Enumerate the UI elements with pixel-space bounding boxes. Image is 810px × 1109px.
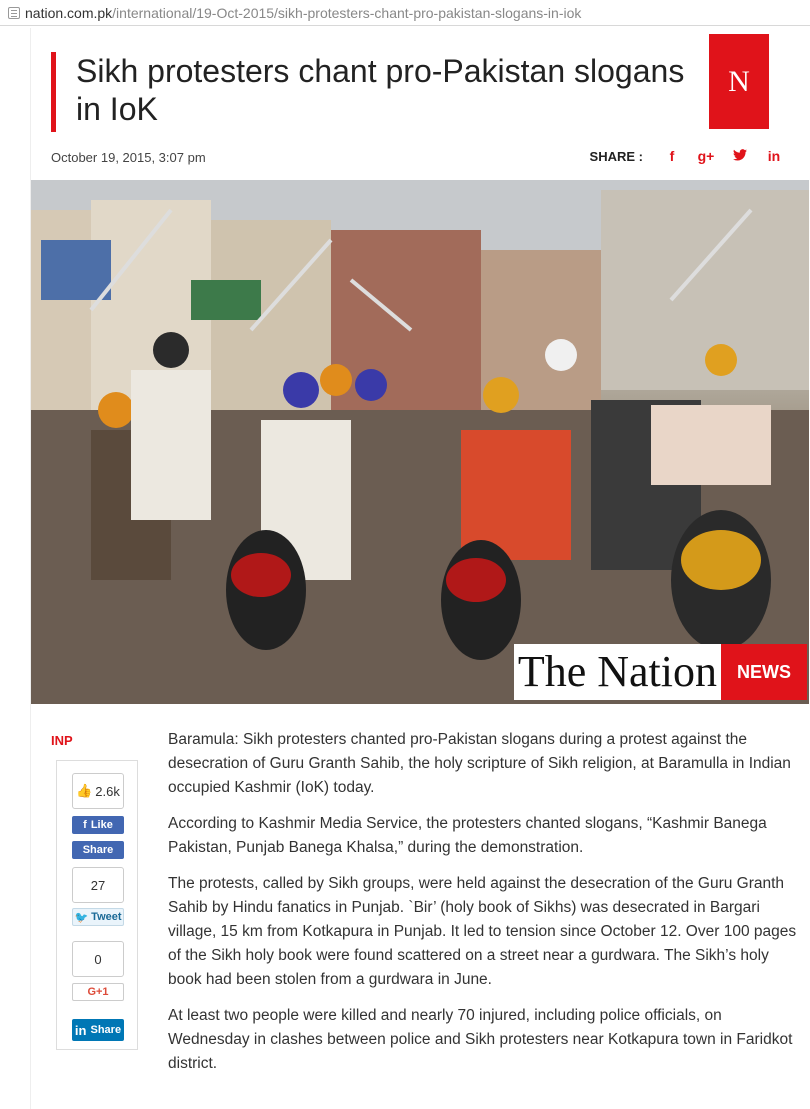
like-label: Like bbox=[90, 819, 113, 831]
address-bar[interactable] bbox=[0, 0, 810, 26]
linkedin-icon[interactable]: in bbox=[767, 148, 781, 164]
facebook-like-button[interactable] bbox=[72, 816, 124, 834]
twitter-icon[interactable] bbox=[723, 148, 757, 164]
twitter-bird-icon: 🐦 bbox=[74, 911, 89, 924]
article-body bbox=[168, 728, 798, 1088]
article-paragraph: At least two people were killed and nearly 70 injured, including police officials, on Wednesday in clashes between police and Sikh protesters near Kotkapura town in Faridkot district. bbox=[168, 1007, 793, 1072]
headline-block bbox=[51, 52, 711, 132]
gplus-count: 0 bbox=[72, 941, 124, 977]
facebook-icon: f bbox=[83, 819, 87, 831]
nation-logo-letter: N bbox=[728, 64, 750, 98]
article-source: INP bbox=[51, 733, 73, 748]
share-label: SHARE : bbox=[589, 148, 643, 164]
share-bar bbox=[590, 148, 791, 164]
article-paragraph: Baramula: Sikh protesters chanted pro-Pakistan slogans during a protest against the desecration of Guru Granth Sahib, the holy scripture of Sikh religion, at Baramulla in Indian occupied Kashmir (IoK) today. bbox=[168, 731, 791, 796]
url-path: /international/19-Oct-2015/sikh-protesters-chant-pro-pakistan-slogans-in-iok bbox=[112, 4, 582, 21]
tweet-label: Tweet bbox=[91, 911, 122, 923]
page-icon bbox=[8, 7, 20, 19]
url-text[interactable] bbox=[25, 5, 581, 21]
tweet-count: 27 bbox=[72, 867, 124, 903]
image-watermark bbox=[514, 644, 807, 700]
article-paragraph: According to Kashmir Media Service, the protesters chanted slogans, “Kashmir Banega Pakistan, Punjab Banega Khalsa,” during the demonstration. bbox=[168, 815, 767, 856]
article-paragraph: The protests, called by Sikh groups, were held against the desecration of the Guru Granth Sahib by Hindu fanatics in Punjab. `Bir’ (holy book of Sikhs) was desecrated in Bargari village, 15 km from Kotkapura in Punjab. It led to tension since October 12. Over 100 pages of the Sikh holy book were found scattered on a street near a gurdwara. The Sikh’s holy book had been stolen from a gurdwara in June. bbox=[168, 875, 797, 988]
watermark-news-tag[interactable]: NEWS bbox=[721, 644, 807, 700]
social-sidebar bbox=[56, 760, 138, 1050]
nation-logo[interactable] bbox=[709, 34, 769, 129]
article-photo bbox=[31, 180, 809, 704]
article-page bbox=[30, 28, 810, 1109]
protest-photo bbox=[31, 180, 809, 704]
watermark-name: The Nation bbox=[514, 644, 721, 700]
googleplus-icon[interactable]: g+ bbox=[697, 148, 715, 164]
linkedin-share-label: Share bbox=[90, 1024, 122, 1036]
tweet-button[interactable] bbox=[72, 908, 124, 926]
url-domain: nation.com.pk bbox=[25, 4, 113, 21]
article-meta bbox=[51, 146, 791, 170]
facebook-icon[interactable]: f bbox=[669, 148, 675, 164]
linkedin-icon: in bbox=[74, 1022, 87, 1038]
linkedin-share-button[interactable] bbox=[72, 1019, 124, 1041]
headline: Sikh protesters chant pro-Pakistan slogans in IoK bbox=[76, 53, 685, 127]
gplus-button[interactable]: G+1 bbox=[72, 983, 124, 1001]
publish-date: October 19, 2015, 3:07 pm bbox=[51, 150, 206, 165]
facebook-like-count bbox=[72, 773, 124, 809]
like-count-value: 2.6k bbox=[95, 783, 120, 799]
facebook-share-button[interactable]: Share bbox=[72, 841, 124, 859]
thumbs-up-icon: 👍 bbox=[76, 783, 93, 798]
